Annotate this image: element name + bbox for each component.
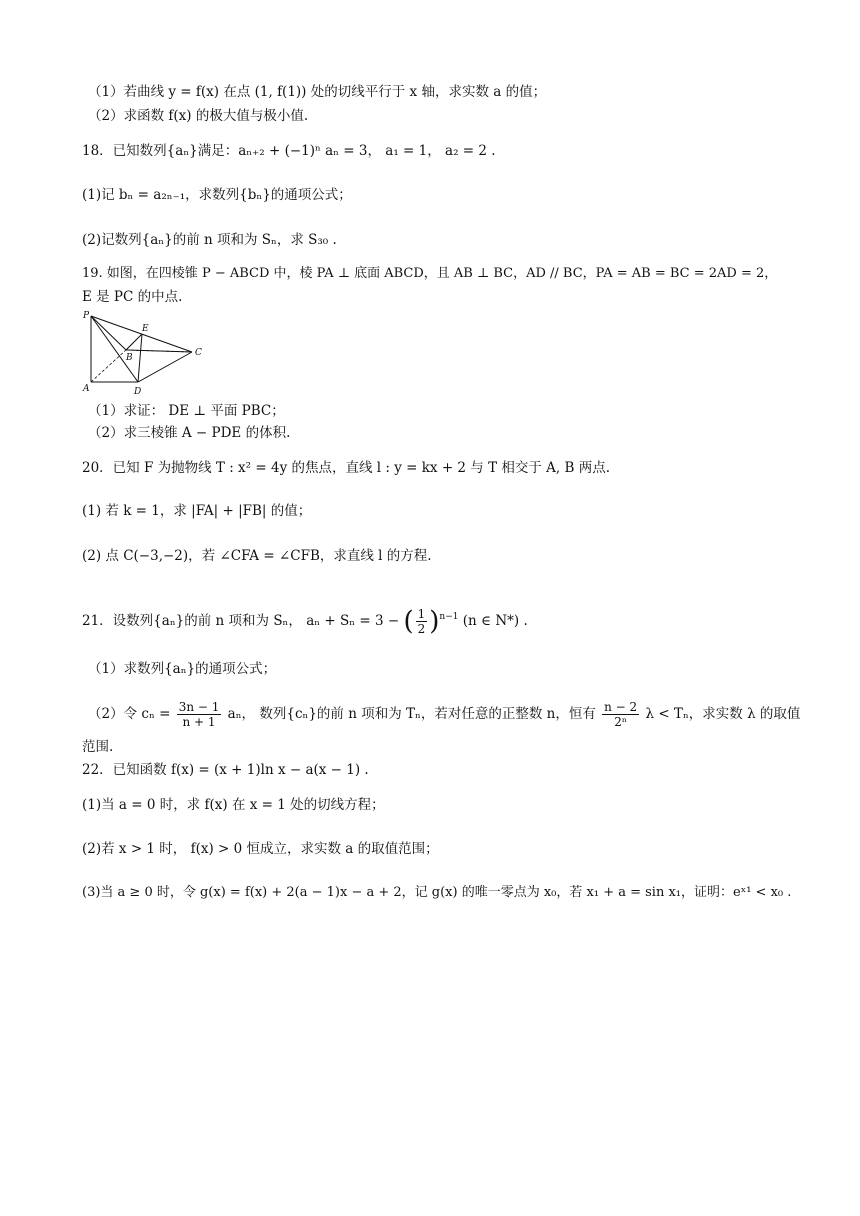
q22-part2: (2)若 x > 1 时， f(x) > 0 恒成立，求实数 a 的取值范围；: [82, 841, 439, 857]
q21-frac-num: 1: [417, 607, 426, 621]
q22-part3: (3)当 a ≥ 0 时，令 g(x) = f(x) + 2(a − 1)x − a + 2，记 g(x) 的唯一零点为 x₀，若 x₁ + a = sin x₁，证明：eˣ¹ < x₀ .: [82, 885, 792, 900]
label-a: A: [83, 384, 90, 394]
q18-stem: 18．已知数列{aₙ}满足：aₙ₊₂ + (−1)ⁿ aₙ = 3， a₁ = 1， a₂ = 2 .: [82, 143, 496, 159]
q21-part2-cont: 范围.: [82, 739, 114, 755]
c-frac-den: n + 1: [182, 715, 216, 729]
q21-frac-den: 2: [417, 622, 426, 636]
label-c: C: [195, 348, 202, 358]
c-frac-num: 3n − 1: [178, 700, 220, 714]
q21-stem-end: (n ∈ N*) .: [462, 613, 528, 629]
q18-part2: (2)记数列{aₙ}的前 n 项和为 Sₙ，求 S₃₀ .: [82, 232, 337, 248]
label-p: P: [83, 311, 90, 321]
q19-part1: （1）求证： DE ⊥ 平面 PBC；: [88, 403, 285, 419]
q19-stem: 19. 如图，在四棱锥 P − ABCD 中，棱 PA ⊥ 底面 ABCD，且 AB ⊥ BC，AD // BC，PA = AB = BC = 2AD = 2，: [82, 266, 778, 281]
q21-exp: n−1: [439, 612, 459, 622]
q21-stem: 21．设数列{aₙ}的前 n 项和为 Sₙ， aₙ + Sₙ = 3 − ( $\frac{1}{2}$ )$^{n-1}$ (n ∈ N*) .: [82, 606, 528, 637]
label-b: B: [126, 353, 133, 363]
lambda-frac-num: n − 2: [604, 700, 638, 714]
label-d: D: [134, 387, 142, 396]
q20-part2: (2) 点 C(−3,−2)，若 ∠CFA = ∠CFB，求直线 l 的方程.: [82, 548, 432, 564]
q21-stem-text: 21．设数列{aₙ}的前 n 项和为 Sₙ， aₙ + Sₙ = 3 −: [82, 613, 400, 629]
q21-part2-c: λ < Tₙ，求实数 λ 的取值: [645, 706, 801, 722]
q19-part2: （2）求三棱锥 A − PDE 的体积.: [88, 425, 291, 441]
pyramid-figure: [82, 310, 212, 396]
q21-part1: （1）求数列{aₙ}的通项公式；: [88, 661, 277, 677]
q17-part1: （1）若曲线 y = f(x) 在点 (1, f(1)) 处的切线平行于 x 轴，求实数 a 的值；: [88, 84, 547, 100]
q17-part2: （2）求函数 f(x) 的极大值与极小值.: [88, 108, 309, 124]
q21-part2-b: aₙ， 数列{cₙ}的前 n 项和为 Tₙ，若对任意的正整数 n，恒有: [227, 706, 596, 722]
q22-part1: (1)当 a = 0 时，求 f(x) 在 x = 1 处的切线方程；: [82, 797, 385, 813]
q18-part1: (1)记 bₙ = a₂ₙ₋₁，求数列{bₙ}的通项公式；: [82, 187, 352, 203]
q21-part2-a: （2）令 cₙ =: [88, 706, 171, 722]
label-e: E: [142, 324, 149, 334]
q20-part1: (1) 若 k = 1，求 |FA| + |FB| 的值；: [82, 503, 312, 519]
q22-stem: 22．已知函数 f(x) = (x + 1)ln x − a(x − 1) .: [82, 762, 369, 778]
q19-stem-cont: E 是 PC 的中点.: [82, 289, 183, 305]
q21-part2: [88, 698, 820, 730]
lambda-frac-den: 2ⁿ: [614, 715, 628, 729]
q20-stem: 20．已知 F 为抛物线 T : x² = 4y 的焦点，直线 l : y = kx + 2 与 T 相交于 A, B 两点.: [82, 460, 611, 476]
